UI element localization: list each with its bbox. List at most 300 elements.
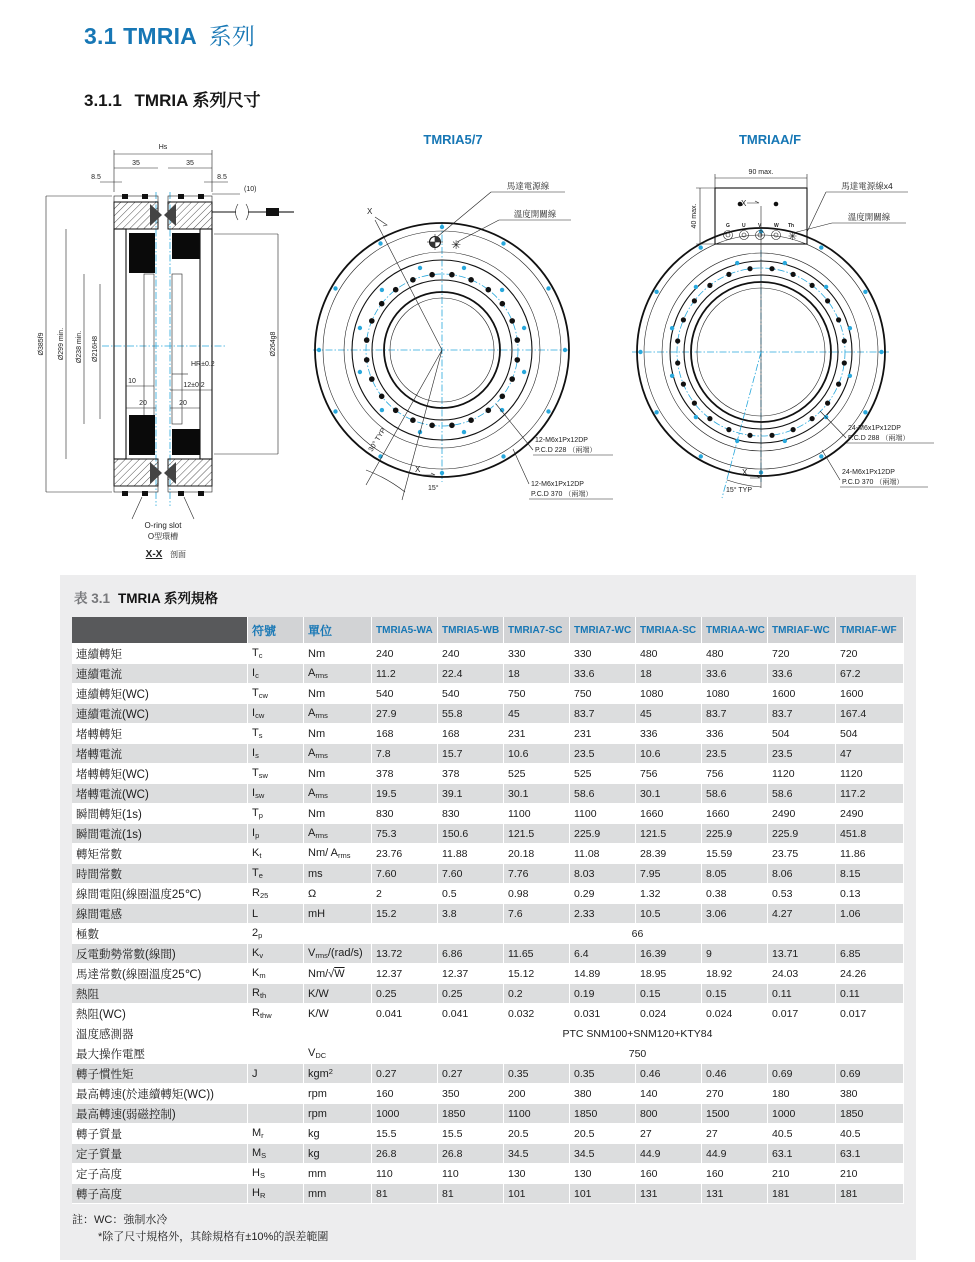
spec-row-label: 最高轉速(弱磁控制) [72,1104,248,1124]
spec-unit: Nm [304,644,372,664]
spec-value: 13.71 [768,944,836,964]
spec-value: 1500 [702,1104,768,1124]
spec-row-label: 時間常數 [72,864,248,884]
spec-value: 225.9 [768,824,836,844]
spec-value: 0.024 [636,1004,702,1024]
spec-symbol [248,1044,304,1064]
x-marker-top: X [367,207,373,216]
dia-216: Ø216H8 [92,335,99,363]
terminal-label: V [758,223,762,229]
spec-row [72,724,904,744]
spec-value: 23.5 [702,744,768,764]
spec-unit: $A_{rms}$ [304,744,372,764]
unit-column-header: 單位 [304,617,372,644]
spec-value: 378 [372,764,438,784]
spec-unit: $A_{rms}$ [304,664,372,684]
spec-value: 330 [570,644,636,664]
spec-symbol: $T_c$ [248,644,304,664]
spec-value: 150.6 [438,824,504,844]
spec-row-label: 馬達常數(線圈溫度25℃) [72,964,248,984]
spec-value: 63.1 [836,1144,904,1164]
callout-motor-power: 馬達電源線 [506,181,550,191]
spec-value: 330 [504,644,570,664]
spec-value: 1.32 [636,884,702,904]
spec-value: 28.39 [636,844,702,864]
spec-value: 58.6 [768,784,836,804]
spec-value: 225.9 [702,824,768,844]
spec-value: 15.5 [372,1124,438,1144]
spec-value: 22.4 [438,664,504,684]
spec-unit: Ω [304,884,372,904]
bolt-inner-pcd: P.C.D 228 （兩端） [535,447,597,454]
spec-value: 16.39 [636,944,702,964]
dim-20-left: 20 [139,400,147,407]
dim-hs: Hs [158,144,168,151]
spec-unit: Nm [304,684,372,704]
spec-value: 40.5 [836,1124,904,1144]
spec-value: 504 [768,724,836,744]
callout-temp-switch: 溫度開關線 [847,212,891,222]
spec-value: 81 [438,1184,504,1204]
spec-symbol: $T_s$ [248,724,304,744]
spec-value: 0.53 [768,884,836,904]
spec-value: 30.1 [636,784,702,804]
terminal-label: Th [788,223,795,229]
spec-value: 480 [702,644,768,664]
spec-value: 11.86 [836,844,904,864]
bolt-inner-pcd: P.C.D 288 （兩端） [848,435,910,442]
spec-value: 7.8 [372,744,438,764]
spec-value: 121.5 [636,824,702,844]
spec-row [72,1064,904,1084]
spec-value: 336 [702,724,768,744]
spec-row [72,1024,904,1044]
spec-symbol: $T_p$ [248,804,304,824]
spec-unit: kg [304,1124,372,1144]
spec-symbol: $T_e$ [248,864,304,884]
spec-row-label: 轉子慣性矩 [72,1064,248,1084]
spec-value: 27 [636,1124,702,1144]
spec-value: 14.89 [570,964,636,984]
spec-value: 44.9 [702,1144,768,1164]
spec-value: 2.33 [570,904,636,924]
model-column-header: TMRIA7-WC [570,617,636,644]
spec-row-label: 連續轉矩(WC) [72,684,248,704]
spec-value: 23.75 [768,844,836,864]
spec-value: 15.2 [372,904,438,924]
spec-value: 39.1 [438,784,504,804]
spec-row [72,904,904,924]
spec-value: 58.6 [570,784,636,804]
table-title-text: TMRIA 系列規格 [118,591,219,606]
spec-row [72,744,904,764]
spec-row-label: 瞬間電流(1s) [72,824,248,844]
spec-value: 101 [504,1184,570,1204]
spec-value: 40.5 [768,1124,836,1144]
spec-value: 181 [836,1184,904,1204]
spec-value: 131 [636,1184,702,1204]
dim-85-right: 8.5 [217,174,227,181]
spec-table-card [60,575,916,1260]
spec-symbol: $M_S$ [248,1144,304,1164]
spec-value: 131 [702,1184,768,1204]
spec-value: 117.2 [836,784,904,804]
spec-value: 75.3 [372,824,438,844]
spec-row [72,884,904,904]
spec-value: 13.72 [372,944,438,964]
spec-value: 160 [636,1164,702,1184]
spec-row-label: 線間電感 [72,904,248,924]
spec-unit: K/W [304,984,372,1004]
spec-unit: Nm/ $A_{rms}$ [304,844,372,864]
section-caption: X-X [145,549,163,560]
spec-row [72,1104,904,1124]
spec-value: 0.25 [372,984,438,1004]
spec-merged-value: 66 [372,924,904,944]
spec-value: 6.4 [570,944,636,964]
spec-value: 1080 [702,684,768,704]
spec-value: 15.5 [438,1124,504,1144]
dim-35-left: 35 [132,160,140,167]
spec-value: 167.4 [836,704,904,724]
spec-value: 525 [504,764,570,784]
spec-row [72,664,904,684]
spec-value: 6.85 [836,944,904,964]
spec-value: 1100 [504,1104,570,1124]
spec-value: 0.35 [570,1064,636,1084]
model-column-header: TMRIAF-WF [836,617,904,644]
spec-row-label: 堵轉電流(WC) [72,784,248,804]
spec-value: 26.8 [438,1144,504,1164]
spec-unit: mm [304,1164,372,1184]
spec-value: 58.6 [702,784,768,804]
spec-value: 33.6 [570,664,636,684]
cable-connector [266,208,279,216]
spec-value: 7.76 [504,864,570,884]
spec-row-label: 熱阻 [72,984,248,1004]
spec-row-label: 定子質量 [72,1144,248,1164]
dia-385: Ø385f9 [38,332,45,356]
spec-symbol: J [248,1064,304,1084]
dim-35-right: 35 [186,160,194,167]
spec-symbol: $K_v$ [248,944,304,964]
spec-value: 231 [504,724,570,744]
spec-value: 26.8 [372,1144,438,1164]
spec-unit: $A_{rms}$ [304,824,372,844]
spec-value: 181 [768,1184,836,1204]
subsection-number: 3.1.1 [84,91,122,110]
spec-value: 1100 [504,804,570,824]
spec-value: 34.5 [570,1144,636,1164]
spec-unit: ms [304,864,372,884]
spec-value: 27.9 [372,704,438,724]
spec-value: 55.8 [438,704,504,724]
spec-value: 1600 [768,684,836,704]
spec-unit: $A_{rms}$ [304,704,372,724]
spec-value: 0.032 [504,1004,570,1024]
spec-value: 8.05 [702,864,768,884]
spec-value: 504 [836,724,904,744]
spec-unit [304,924,372,944]
spec-value: 160 [702,1164,768,1184]
spec-value: 240 [438,644,504,664]
spec-value: 7.95 [636,864,702,884]
spec-symbol: $I_c$ [248,664,304,684]
spec-unit: kgm$^2$ [304,1064,372,1084]
spec-value: 7.60 [372,864,438,884]
spec-table [72,617,904,1204]
table-title [74,587,904,607]
spec-symbol: $T_{cw}$ [248,684,304,704]
spec-row [72,984,904,1004]
spec-value: 1000 [768,1104,836,1124]
subsection-title [84,86,260,111]
spec-row [72,764,904,784]
terminal-ground [772,231,781,240]
spec-value: 0.15 [636,984,702,1004]
spec-value: 20.5 [570,1124,636,1144]
bolt-inner-spec: 12-M6x1Px12DP [535,437,588,444]
spec-value: 10.5 [636,904,702,924]
spec-value: 270 [702,1084,768,1104]
spec-value: 18 [636,664,702,684]
spec-symbol: L [248,904,304,924]
spec-row-label: 瞬間轉矩(1s) [72,804,248,824]
spec-row [72,644,904,664]
note-line-2: *除了尺寸規格外，其餘規格有±10%的誤差範圍 [98,1231,329,1244]
tmriaaf-drawing [600,130,972,545]
dia-299: Ø299 min. [58,327,65,361]
spec-value: 1.06 [836,904,904,924]
spec-value: 0.25 [438,984,504,1004]
table-note [72,1212,904,1246]
spec-value: 2490 [836,804,904,824]
spec-symbol: $I_p$ [248,824,304,844]
spec-value: 3.06 [702,904,768,924]
spec-value: 19.5 [372,784,438,804]
spec-value: 11.65 [504,944,570,964]
spec-value: 540 [438,684,504,704]
spec-unit: mm [304,1184,372,1204]
spec-value: 1100 [570,804,636,824]
spec-value: 33.6 [702,664,768,684]
spec-value: 33.6 [768,664,836,684]
spec-row [72,1184,904,1204]
terminal-label: G [726,223,730,229]
spec-value: 830 [372,804,438,824]
spec-value: 1850 [438,1104,504,1124]
spec-row [72,1084,904,1104]
spec-value: 830 [438,804,504,824]
spec-row-label: 連續電流(WC) [72,704,248,724]
spec-row-label: 轉矩常數 [72,844,248,864]
spec-value: 0.98 [504,884,570,904]
spec-value: 336 [636,724,702,744]
spec-unit: Nm [304,764,372,784]
model-column-header: TMRIA5-WA [372,617,438,644]
spec-value: 0.5 [438,884,504,904]
bolt-outer-spec: 12-M6x1Px12DP [531,481,584,488]
dim-hr: HR±0.2 [191,361,215,368]
spec-row [72,1044,904,1064]
spec-symbol [248,1104,304,1124]
spec-value: 20.18 [504,844,570,864]
callout-motor-power: 馬達電源線x4 [841,181,893,191]
spec-value: 380 [570,1084,636,1104]
spec-value: 0.041 [372,1004,438,1024]
spec-value: 15.59 [702,844,768,864]
spec-value: 231 [570,724,636,744]
spec-value: 0.69 [836,1064,904,1084]
spec-symbol: $M_r$ [248,1124,304,1144]
spec-value: 380 [836,1084,904,1104]
tmria57-title: TMRIA5/7 [423,132,483,147]
spec-symbol [248,1084,304,1104]
spec-row [72,1164,904,1184]
spec-value: 1120 [836,764,904,784]
spec-row [72,864,904,884]
spec-value: 350 [438,1084,504,1104]
spec-value: 0.27 [438,1064,504,1084]
spec-value: 0.041 [438,1004,504,1024]
spec-row-label: 定子高度 [72,1164,248,1184]
spec-symbol [248,1024,304,1044]
dim-10-paren: (10) [244,186,257,193]
note-line-1: 註：WC：強制水冷 [72,1214,168,1226]
spec-row-label: 熱阻(WC) [72,1004,248,1024]
spec-value: 0.15 [702,984,768,1004]
spec-row [72,844,904,864]
terminal-label: U [742,223,746,229]
spec-value: 200 [504,1084,570,1104]
spec-unit: $A_{rms}$ [304,784,372,804]
spec-value: 45 [636,704,702,724]
spec-row-label: 堵轉電流 [72,744,248,764]
spec-value: 81 [372,1184,438,1204]
spec-value: 23.5 [570,744,636,764]
spec-value: 12.37 [372,964,438,984]
spec-symbol: $H_S$ [248,1164,304,1184]
spec-row-label: 溫度感測器 [72,1024,248,1044]
spec-value: 480 [636,644,702,664]
spec-symbol: $R_{th}$ [248,984,304,1004]
spec-value: 3.8 [438,904,504,924]
spec-value: 11.2 [372,664,438,684]
spec-value: 0.29 [570,884,636,904]
spec-value: 0.27 [372,1064,438,1084]
temp-sensor-symbol: ✳ [451,238,462,252]
spec-unit: $V_{DC}$ [304,1044,372,1064]
spec-value: 720 [836,644,904,664]
model-column-header: TMRIAF-WC [768,617,836,644]
angle-15-label: 15° TYP [726,487,753,494]
spec-value: 83.7 [570,704,636,724]
angle-15-label: 15° [428,485,439,492]
spec-symbol: $H_R$ [248,1184,304,1204]
spec-symbol: $K_m$ [248,964,304,984]
spec-value: 0.13 [836,884,904,904]
spec-row [72,804,904,824]
spec-value: 0.11 [836,984,904,1004]
spec-row-label: 連續轉矩 [72,644,248,664]
spec-value: 130 [570,1164,636,1184]
spec-value: 24.26 [836,964,904,984]
spec-value: 0.38 [702,884,768,904]
spec-merged-value: PTC SNM100+SNM120+KTY84 [372,1024,904,1044]
spec-value: 1600 [836,684,904,704]
spec-row [72,684,904,704]
spec-row [72,704,904,724]
spec-symbol: $R_{thw}$ [248,1004,304,1024]
spec-unit: K/W [304,1004,372,1024]
bolt-outer-pcd: P.C.D 370 （兩端） [531,491,593,498]
spec-row-label: 最高轉速(於連續轉矩(WC)) [72,1084,248,1104]
section-series: TMRIA [123,23,197,49]
terminal-label: W [774,223,779,229]
spec-row-label: 連續電流 [72,664,248,684]
spec-row-label: 極數 [72,924,248,944]
spec-value: 140 [636,1084,702,1104]
spec-unit: rpm [304,1084,372,1104]
spec-value: 2 [372,884,438,904]
spec-symbol: $K_t$ [248,844,304,864]
tmriaaf-title: TMRIAA/F [738,132,802,147]
spec-value: 7.60 [438,864,504,884]
spec-value: 24.03 [768,964,836,984]
spec-value: 720 [768,644,836,664]
spec-value: 525 [570,764,636,784]
x-marker-bottom: X [742,468,748,477]
dia-264: Ø264g8 [270,331,277,357]
spec-symbol: $I_{cw}$ [248,704,304,724]
bolt-inner-spec: 24-M6x1Px12DP [848,425,901,432]
spec-row [72,924,904,944]
spec-value: 47 [836,744,904,764]
spec-unit: Nm [304,724,372,744]
power-connector-symbol [427,234,443,250]
dim-40-max: 40 max. [691,203,698,229]
dim-90-max: 90 max. [748,169,774,176]
spec-value: 15.12 [504,964,570,984]
spec-value: 2490 [768,804,836,824]
spec-symbol: $T_{sw}$ [248,764,304,784]
temp-sensor-symbol: ✳ [788,231,798,243]
spec-value: 0.024 [702,1004,768,1024]
section-suffix: 系列 [208,23,256,49]
spec-unit: mH [304,904,372,924]
model-column-header: TMRIAA-SC [636,617,702,644]
spec-value: 240 [372,644,438,664]
symbol-column-header: 符號 [248,617,304,644]
spec-value: 1120 [768,764,836,784]
spec-unit: Nm/√W [304,964,372,984]
spec-value: 756 [702,764,768,784]
spec-row-label: 最大操作電壓 [72,1044,248,1064]
spec-unit: rpm [304,1104,372,1124]
spec-value: 11.08 [570,844,636,864]
spec-value: 8.06 [768,864,836,884]
spec-value: 756 [636,764,702,784]
spec-value: 10.6 [636,744,702,764]
spec-value: 7.6 [504,904,570,924]
spec-value: 0.017 [836,1004,904,1024]
spec-value: 0.2 [504,984,570,1004]
spec-row [72,784,904,804]
spec-value: 1660 [636,804,702,824]
spec-value: 10.6 [504,744,570,764]
spec-value: 6.86 [438,944,504,964]
spec-unit: Nm [304,804,372,824]
